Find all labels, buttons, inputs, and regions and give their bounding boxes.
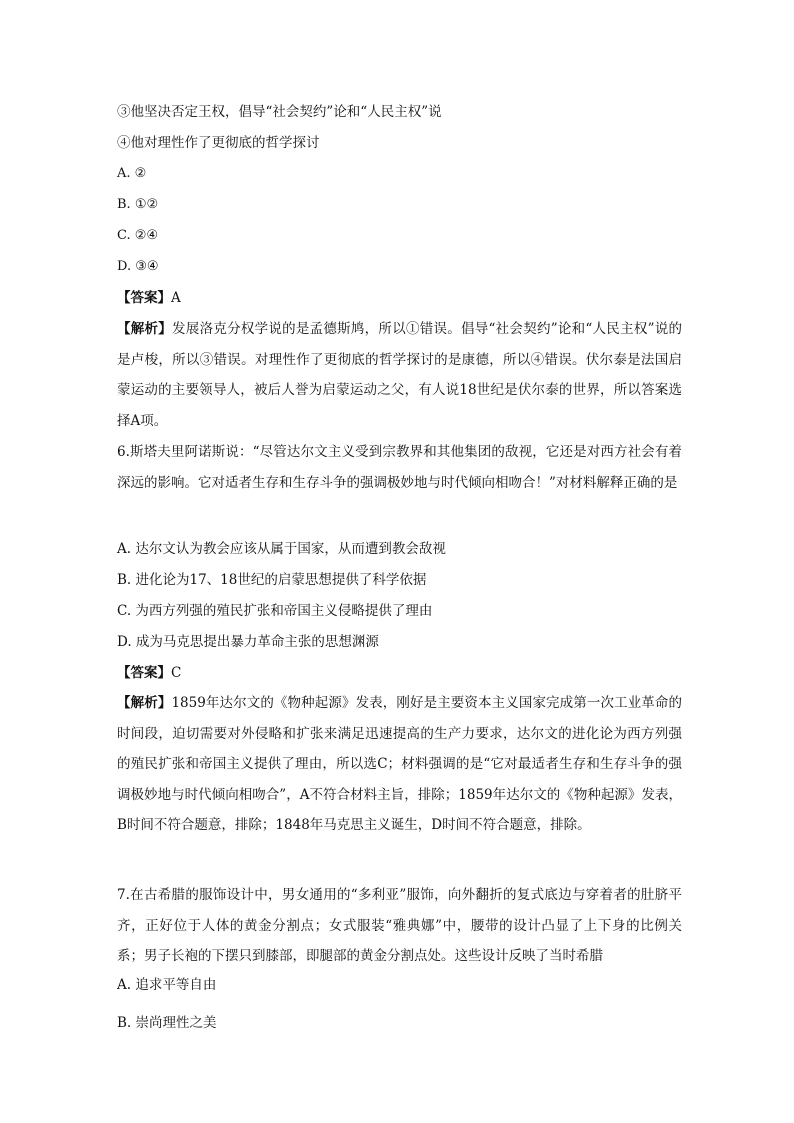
- q5-answer: [117, 290, 687, 306]
- q6-analysis: [117, 688, 682, 841]
- answer-value: C: [171, 665, 182, 681]
- q6-answer: [117, 665, 687, 681]
- q5-option-d: D. ③④: [117, 259, 159, 274]
- q6-option-d: D. 成为马克思提出暴力革命主张的思想渊源: [117, 634, 379, 650]
- q7-option-a: A. 追求平等自由: [117, 977, 217, 993]
- q7-stem: 7.在古希腊的服饰设计中，男女通用的“多利亚”服饰，向外翻折的复式底边与穿着者的肚脐平齐，正好位于人体的黄金分割点；女式服装“雅典娜”中，腰带的设计凸显了上下身的比例关系；男子长袍的下摆只到膝部，即腿部的黄金分割点处。这些设计反映了当时希腊: [117, 887, 682, 964]
- q7-option-b: B. 崇尚理性之美: [117, 1015, 217, 1031]
- analysis-text: 发展洛克分权学说的是孟德斯鸠，所以①错误。倡导“社会契约”论和“人民主权”说的是卢梭，所以③错误。对理性作了更彻底的哲学探讨的是康德，所以④错误。伏尔泰是法国启蒙运动的主要领导人，被后人誉为启蒙运动之父，有人说18世纪是伏尔泰的世界，所以答案选择A项。: [117, 321, 683, 429]
- q6-option-a: A. 达尔文认为教会应该从属于国家，从而遭到教会敌视: [117, 541, 446, 557]
- analysis-label: 【解析】: [117, 695, 172, 711]
- statement-4: ④他对理性作了更彻底的哲学探讨: [117, 135, 320, 151]
- analysis-text: 1859年达尔文的《物种起源》发表，刚好是主要资本主义国家完成第一次工业革命的时间段，迫切需要对外侵略和扩张来满足迅速提高的生产力要求，达尔文的进化论为西方列强的殖民扩张和帝国主义提供了理由，所以选C；材料强调的是“它对最适者生存和生存斗争的强调极妙地与时代倾向相吻合”，A不符合材料主旨，排除；1859年达尔文的《物种起源》发表，B时间不符合题意，排除；1848年马克思主义诞生，D时间不符合题意，排除。: [117, 695, 683, 833]
- q5-analysis: [117, 314, 682, 436]
- statement-3: ③他坚决否定王权，倡导“社会契约”论和“人民主权”说: [117, 104, 442, 120]
- answer-label: 【答案】: [117, 665, 171, 681]
- q6-option-b: B. 进化论为17、18世纪的启蒙思想提供了科学依据: [117, 572, 427, 588]
- answer-label: 【答案】: [117, 290, 171, 306]
- analysis-label: 【解析】: [117, 321, 173, 337]
- q6-stem: 6.斯塔夫里阿诺斯说：“尽管达尔文主义受到宗教界和其他集团的敌视，它还是对西方社会有着深远的影响。它对适者生存和生存斗争的强调极妙地与时代倾向相吻合！”对材料解释正确的是: [117, 444, 682, 491]
- q6-option-c: C. 为西方列强的殖民扩张和帝国主义侵略提供了理由: [117, 603, 433, 619]
- answer-value: A: [171, 290, 181, 306]
- q5-option-c: C. ②④: [117, 228, 159, 243]
- q5-option-b: B. ①②: [117, 197, 159, 212]
- q5-option-a: A. ②: [117, 166, 147, 181]
